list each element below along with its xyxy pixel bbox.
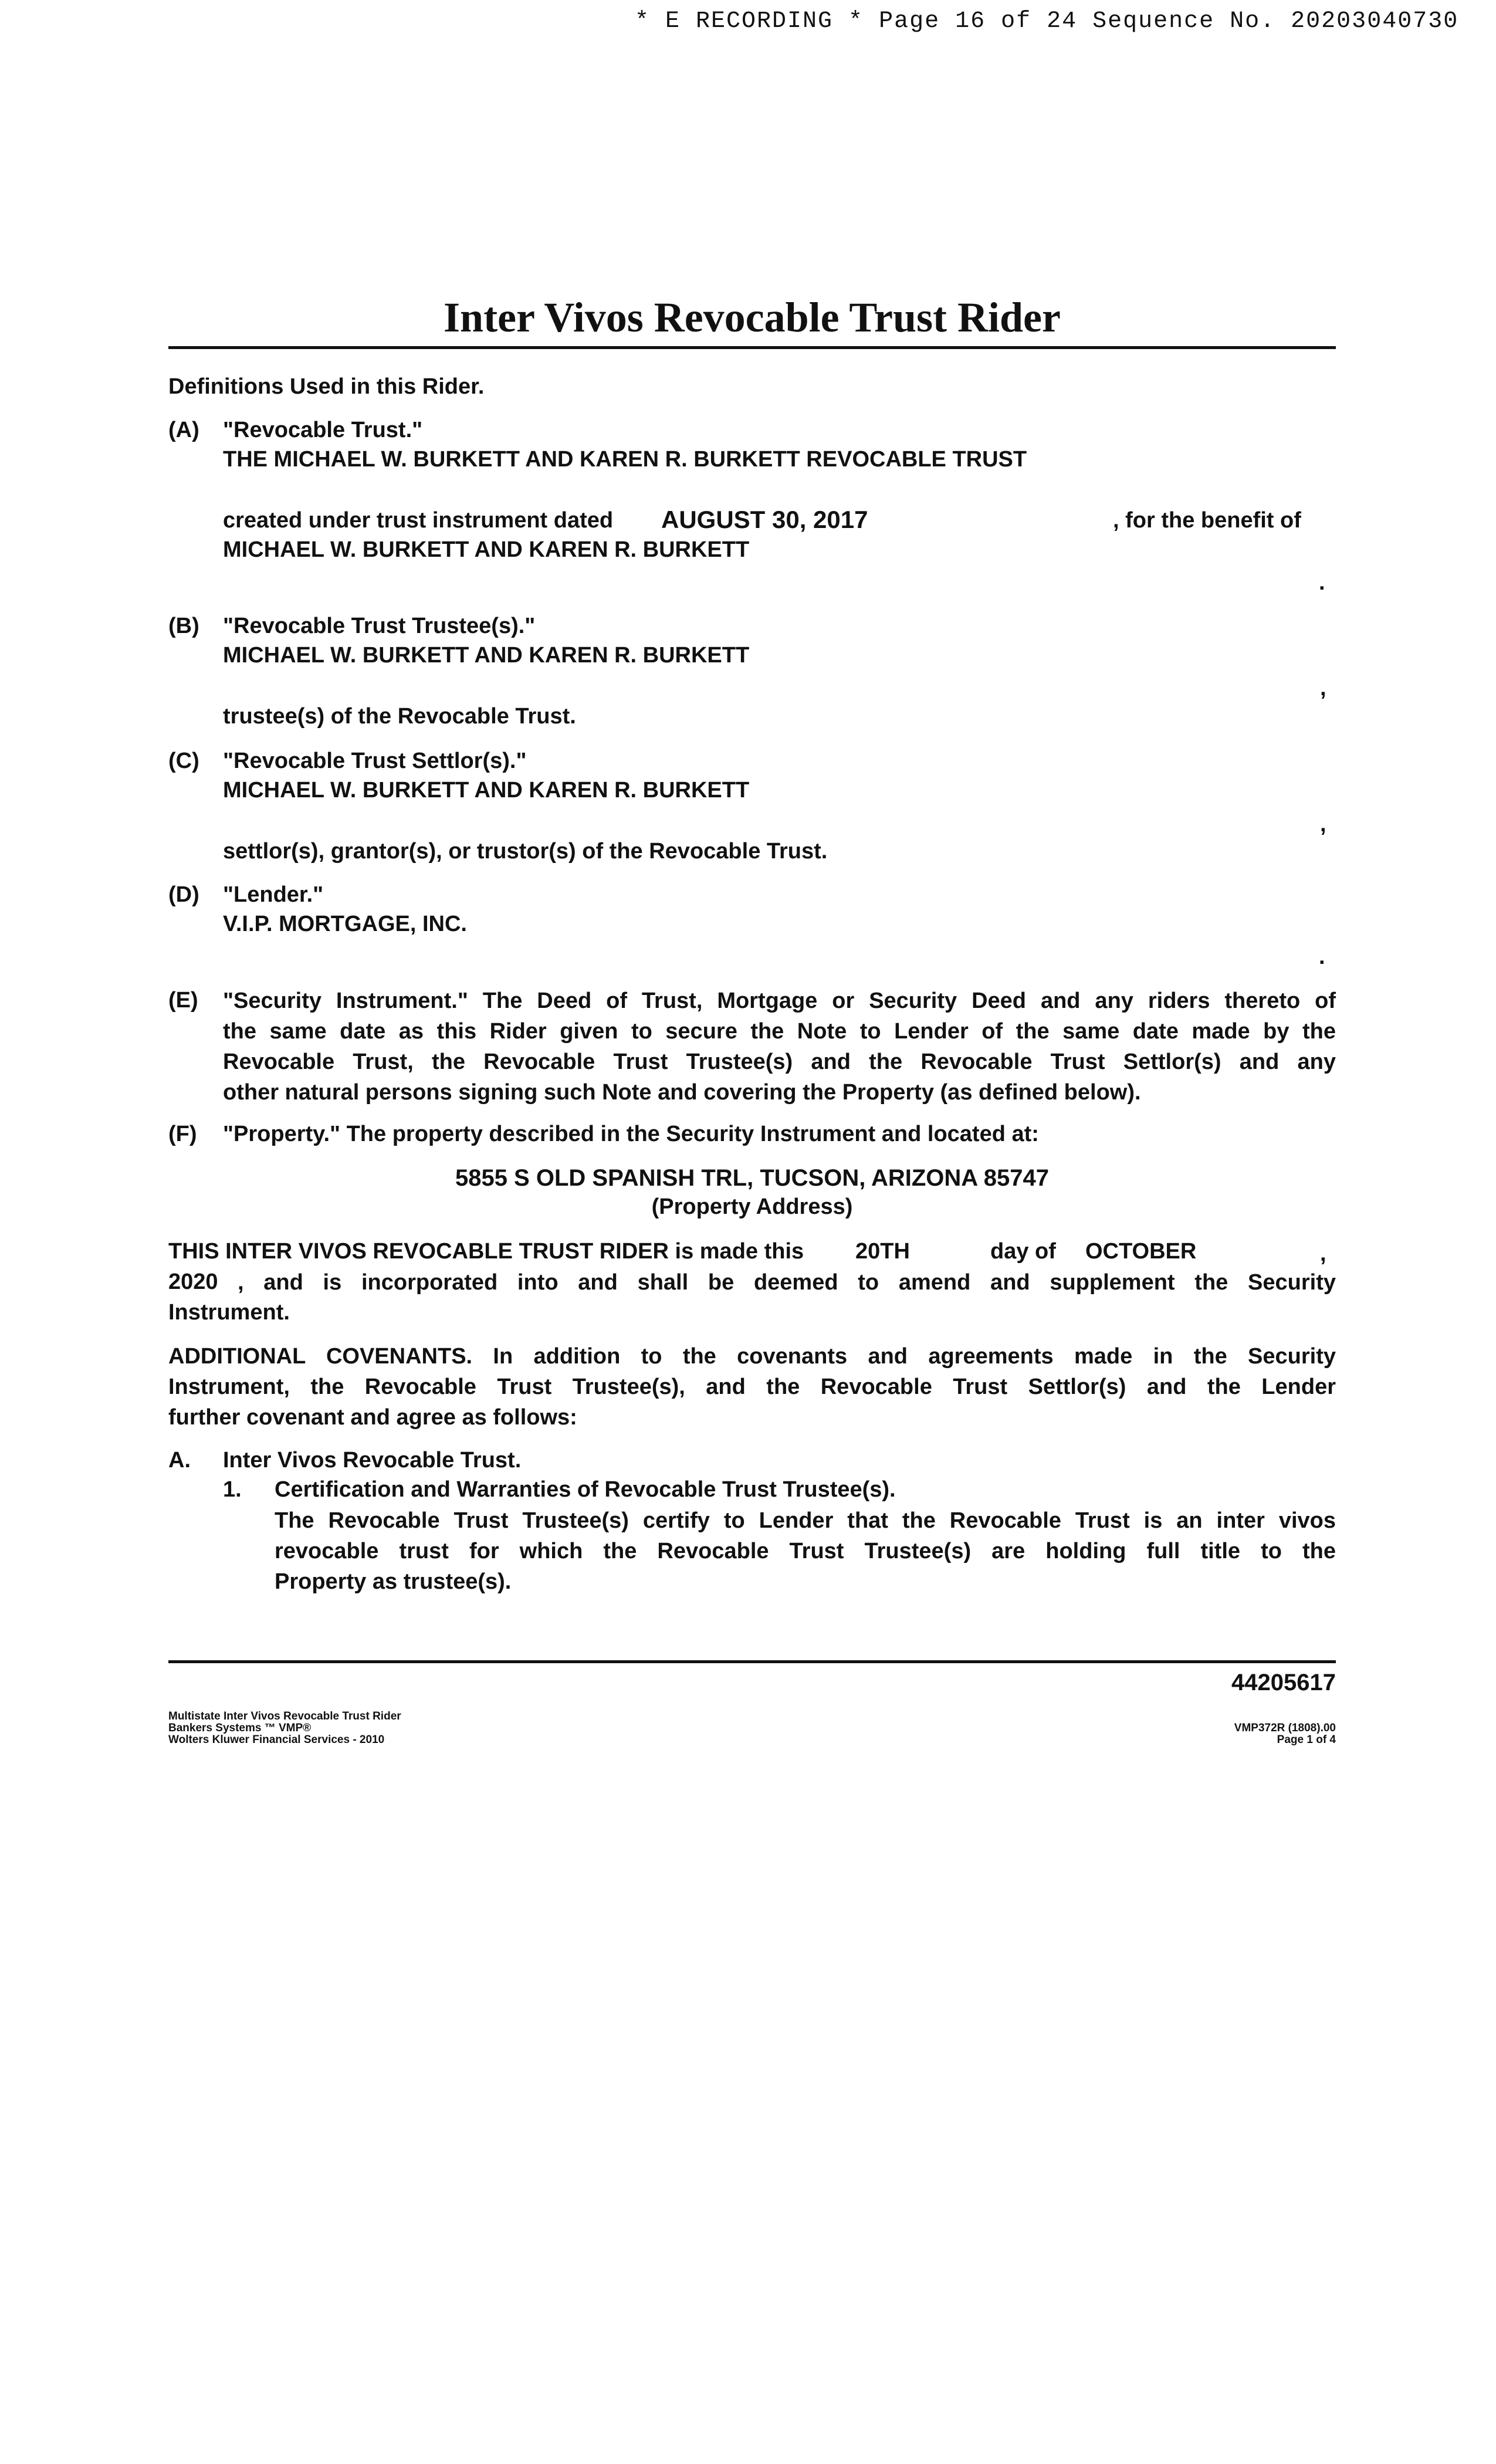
trustee-tail: trustee(s) of the Revocable Trust.: [223, 704, 576, 729]
trust-name: THE MICHAEL W. BURKETT AND KAREN R. BURKETT REVOCABLE TRUST: [223, 447, 1027, 472]
section-a-label: A.: [168, 1448, 191, 1473]
benefit-text: , for the benefit of: [1113, 508, 1301, 533]
paragraph-line: Instrument, the Revocable Trust Trustee(s), and the Revocable Trust Settlor(s) and the Lender: [168, 1375, 1336, 1399]
trust-date: AUGUST 30, 2017: [661, 506, 868, 533]
item-a-term: "Revocable Trust.": [223, 418, 423, 442]
item-1-heading: Certification and Warranties of Revocable Trust Trustee(s).: [275, 1477, 896, 1502]
item-c-comma: ,: [1320, 812, 1326, 837]
lender-name: V.I.P. MORTGAGE, INC.: [223, 912, 467, 936]
paragraph-line: other natural persons signing such Note and covering the Property (as defined below).: [223, 1080, 1141, 1105]
certification-paragraph: [275, 1505, 1336, 1597]
property-text: "Property." The property described in the Security Instrument and located at:: [223, 1122, 1039, 1146]
definitions-heading: Definitions Used in this Rider.: [168, 374, 485, 399]
item-e-label: (E): [168, 988, 198, 1013]
paragraph-line: Property as trustee(s).: [275, 1569, 512, 1594]
item-b-label: (B): [168, 614, 199, 638]
footer-form-info: [168, 1711, 401, 1746]
day-of-text: day of: [990, 1239, 1056, 1264]
item-c-term: "Revocable Trust Settlor(s).": [223, 749, 527, 773]
paragraph-line: ADDITIONAL COVENANTS. In addition to the covenants and agreements made in the Security: [168, 1344, 1336, 1369]
rider-year: 2020: [168, 1270, 218, 1294]
rider-month: OCTOBER: [1085, 1239, 1197, 1264]
footer-copyright: Wolters Kluwer Financial Services - 2010: [168, 1734, 385, 1746]
item-d-term: "Lender.": [223, 882, 324, 907]
item-c-label: (C): [168, 749, 199, 773]
rider-day: 20TH: [855, 1239, 910, 1264]
made-this-line3: Instrument.: [168, 1300, 290, 1325]
trustee-names: MICHAEL W. BURKETT AND KAREN R. BURKETT: [223, 643, 750, 668]
loan-number: 44205617: [1231, 1670, 1336, 1695]
footer-publisher: Bankers Systems ™ VMP®: [168, 1722, 312, 1734]
property-address: 5855 S OLD SPANISH TRL, TUCSON, ARIZONA 85747: [455, 1165, 1050, 1191]
item-d-end-mark: .: [1319, 945, 1325, 969]
footer-page-number: Page 1 of 4: [1277, 1734, 1336, 1746]
item-b-term: "Revocable Trust Trustee(s).": [223, 614, 536, 638]
paragraph-line: further covenant and agree as follows:: [168, 1405, 577, 1430]
paragraph-line: revocable trust for which the Revocable Trust Trustee(s) are holding full title to the: [275, 1539, 1336, 1563]
paragraph-line: The Revocable Trust Trustee(s) certify to Lender that the Revocable Trust is an inter vivos: [275, 1508, 1336, 1533]
settlor-tail: settlor(s), grantor(s), or trustor(s) of the Revocable Trust.: [223, 839, 828, 864]
paragraph-line: Revocable Trust, the Revocable Trust Trustee(s) and the Revocable Trust Settlor(s) and any: [223, 1050, 1336, 1074]
title-rule: [168, 346, 1336, 349]
item-b-comma: ,: [1320, 676, 1326, 700]
property-address-caption: (Property Address): [651, 1194, 853, 1219]
recording-header: * E RECORDING * Page 16 of 24 Sequence No. 20203040730: [635, 8, 1459, 35]
footer-rule: [168, 1660, 1336, 1663]
made-this-line2: [238, 1267, 1336, 1298]
made-this-text: THIS INTER VIVOS REVOCABLE TRUST RIDER is made this: [168, 1239, 804, 1264]
paragraph-line: the same date as this Rider given to secure the Note to Lender of the same date made by the: [223, 1019, 1336, 1044]
paragraph-line: , and is incorporated into and shall be deemed to amend and supplement the Security: [238, 1270, 1336, 1295]
created-text: created under trust instrument dated: [223, 508, 614, 533]
paragraph-line: "Security Instrument." The Deed of Trust, Mortgage or Security Deed and any riders thereto of: [223, 989, 1336, 1013]
footer-form-code: VMP372R (1808).00: [1234, 1722, 1336, 1734]
item-a-label: (A): [168, 418, 199, 442]
item-d-label: (D): [168, 882, 199, 907]
footer-form-title: Multistate Inter Vivos Revocable Trust Rider: [168, 1710, 401, 1722]
settlor-names: MICHAEL W. BURKETT AND KAREN R. BURKETT: [223, 778, 750, 803]
item-a-end-mark: .: [1319, 570, 1325, 595]
item-1-number: 1.: [223, 1477, 242, 1502]
made-this-comma: ,: [1320, 1241, 1326, 1266]
section-a-heading: Inter Vivos Revocable Trust.: [223, 1448, 522, 1473]
security-instrument-paragraph: [223, 986, 1336, 1108]
beneficiaries: MICHAEL W. BURKETT AND KAREN R. BURKETT: [223, 537, 750, 562]
page-title: Inter Vivos Revocable Trust Rider: [444, 294, 1061, 341]
item-f-label: (F): [168, 1122, 197, 1146]
additional-covenants-paragraph: [168, 1341, 1336, 1433]
